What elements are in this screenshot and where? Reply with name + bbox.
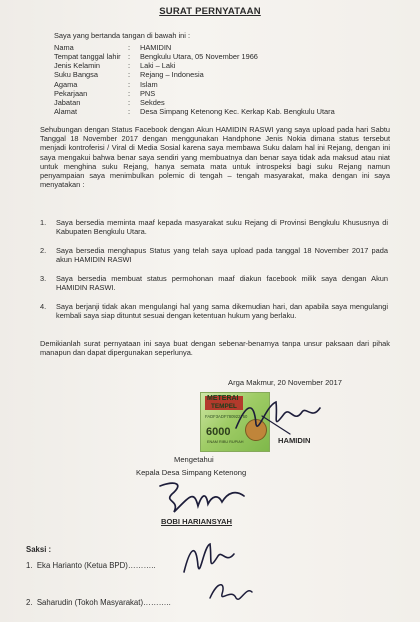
place-date: Arga Makmur, 20 November 2017 — [228, 378, 342, 387]
witness-2-signature — [204, 574, 256, 610]
witness-label: Saksi : — [26, 545, 52, 554]
statement-number: 3. — [40, 274, 47, 283]
identity-value: Laki – Laki — [140, 61, 176, 70]
stamp-value: 6000 — [206, 426, 231, 438]
identity-value: Sekdes — [140, 98, 165, 107]
identity-label: Nama — [54, 43, 74, 52]
signer-signature — [232, 394, 324, 442]
statement-number: 2. — [40, 246, 47, 255]
identity-label: Suku Bangsa — [54, 70, 98, 79]
signature-dots: ……….. — [127, 561, 156, 570]
identity-value: Desa Simpang Ketenong Kec. Kerkap Kab. Bengkulu Utara — [140, 107, 335, 116]
witness-name: Eka Harianto (Ketua BPD) — [36, 561, 128, 570]
identity-separator: : — [128, 98, 131, 107]
statement-text: Saya bersedia menghapus Status yang telah saya upload pada tanggal 18 November 2017 pada akun HAMIDIN RASWI — [56, 246, 388, 265]
witness-name: Saharudin (Tokoh Masyarakat) — [36, 598, 144, 607]
identity-row-position — [54, 98, 165, 107]
identity-label: Agama — [54, 80, 78, 89]
statement-number: 4. — [40, 302, 47, 311]
identity-value: PNS — [140, 89, 156, 98]
signer-name: HAMIDIN — [278, 436, 311, 445]
village-head-title: Kepala Desa Simpang Ketenong — [136, 468, 247, 477]
identity-value: HAMIDIN — [140, 43, 172, 52]
statement-text: Saya berjanji tidak akan mengulangi hal yang sama dikemudian hari, dan apabila saya mengulangi kembali saya siap dituntut sesuai dengan ketentuan hukum yang berlaku. — [56, 302, 388, 321]
statement-text: Saya bersedia meminta maaf kepada masyarakat suku Rejang di Provinsi Bengkulu Khususnya di Kabupaten Bengkulu Utara. — [56, 218, 388, 237]
acknowledged-label: Mengetahui — [174, 455, 214, 464]
village-head-signature — [150, 476, 250, 520]
village-head-name: BOBI HARIANSYAH — [161, 517, 233, 526]
identity-value: Rejang – Indonesia — [140, 70, 204, 79]
identity-separator: : — [128, 80, 131, 89]
statement-text: Saya bersedia membuat status permohonan maaf diakun facebook milik saya dengan Akun HAMIDIN RASWI. — [56, 274, 388, 293]
witness-number: 2. — [26, 598, 33, 607]
identity-separator: : — [128, 70, 131, 79]
signature-dots: ……….. — [143, 598, 171, 607]
identity-value: Bengkulu Utara, 05 November 1966 — [140, 52, 258, 61]
identity-label: Pekarjaan — [54, 89, 88, 98]
stamp-value-words: ENAM RIBU RUPIAH — [207, 440, 244, 444]
identity-row-gender — [54, 61, 175, 70]
witness-number: 1. — [26, 561, 33, 570]
identity-label: Alamat — [54, 107, 78, 116]
stamp-title: METERAI — [207, 395, 239, 402]
identity-row-name — [54, 43, 171, 52]
identity-row-ethnicity — [54, 70, 204, 79]
identity-separator: : — [128, 107, 131, 116]
stamp-subtitle: TEMPEL — [211, 403, 237, 410]
intro-text: Saya yang bertanda tangan di bawah ini : — [54, 31, 191, 40]
identity-separator: : — [128, 52, 131, 61]
stamp-serial: FADF3ADF780922750 — [205, 414, 248, 419]
identity-label: Jabatan — [54, 98, 81, 107]
witness-item — [26, 598, 171, 607]
document-title: SURAT PERNYATAAN — [159, 6, 261, 17]
identity-row-address — [54, 107, 335, 116]
closing-paragraph: Demikianlah surat pernyataan ini saya buat dengan sebenar-benarnya tanpa unsur paksaan dari pihak manapun dan dapat dipergunakan seperlunya. — [40, 339, 390, 358]
identity-label: Tempat tanggal lahir — [54, 52, 121, 61]
identity-label: Jenis Kelamin — [54, 61, 101, 70]
identity-separator: : — [128, 89, 131, 98]
identity-row-occupation — [54, 89, 155, 98]
witness-item — [26, 561, 156, 570]
identity-row-birth — [54, 52, 258, 61]
identity-separator: : — [128, 61, 131, 70]
statement-number: 1. — [40, 218, 47, 227]
body-paragraph: Sehubungan dengan Status Facebook dengan Akun HAMIDIN RASWI yang saya upload pada hari Sabtu Tanggal 18 November 2017 dengan menggunakan Handphone Jenis Nokia dimana status tersebut menjadi kontroferisi / Viral di Media Sosial karena saya membawa Suku dalam hal ini Rejang, dengan ini saya mengakui bahwa benar saya sendiri yang membuatnya dan benar saya tidak ada maksud atau niat untuk menghina suku Rejang, hanya semata mata untuk introspeksi bagi suku Rejang namun penyampaian saya menimbulkan polemic di tengah – tengah masyarakat, maka dengan ini saya menyatakan : — [40, 125, 390, 190]
identity-row-religion — [54, 80, 158, 89]
identity-separator: : — [128, 43, 131, 52]
identity-value: Islam — [140, 80, 158, 89]
